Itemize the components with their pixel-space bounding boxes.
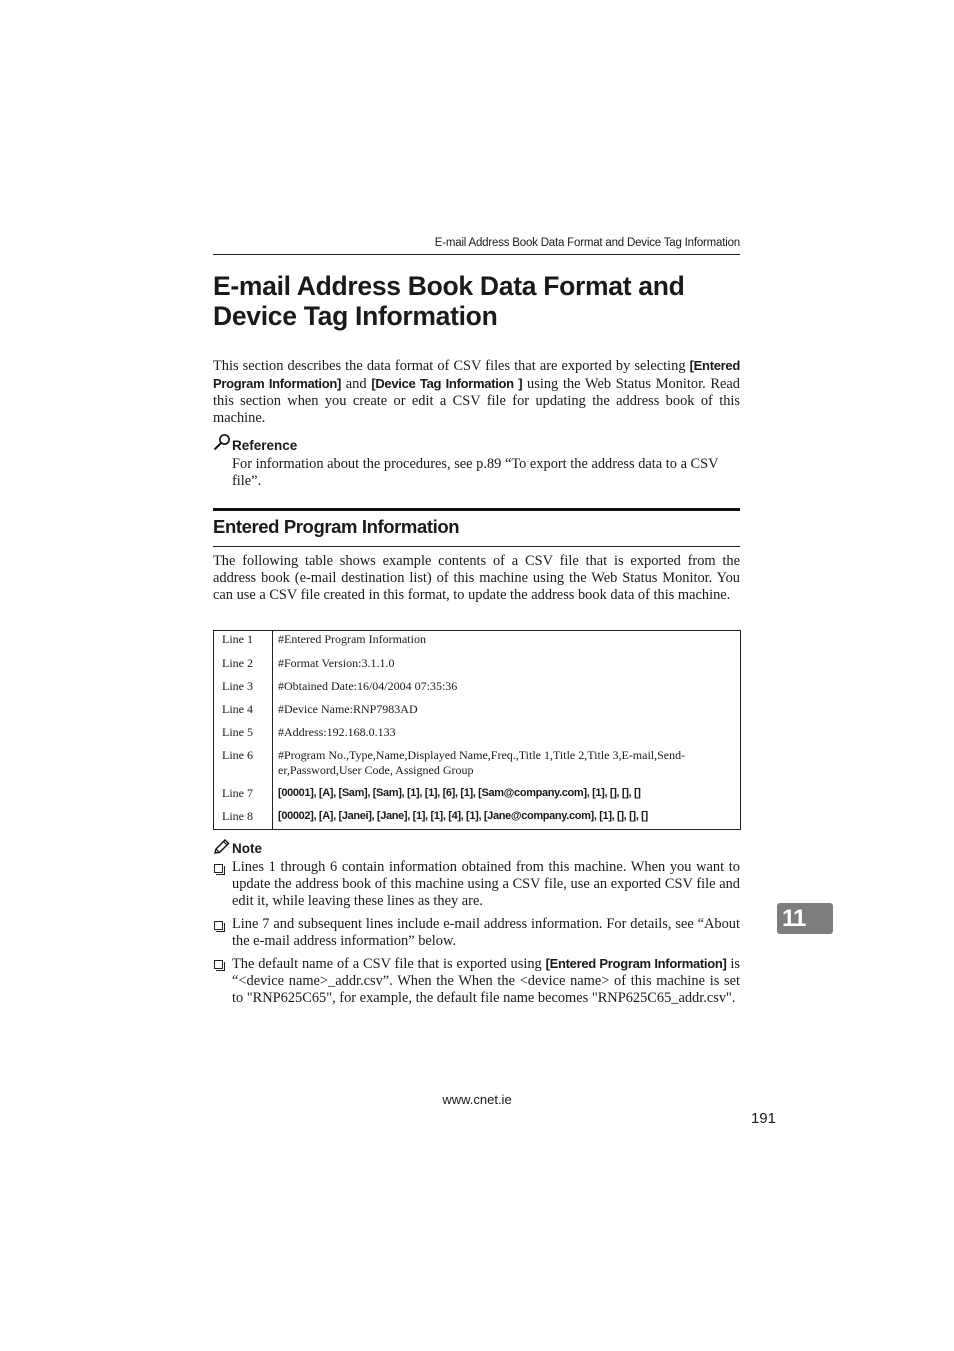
section-title: Entered Program Information xyxy=(213,516,460,537)
footer-url: www.cnet.ie xyxy=(442,1092,512,1107)
ui-label-entered-program-information: [Entered Program Information] xyxy=(545,956,727,971)
line-content: #Address:192.168.0.133 xyxy=(278,724,396,739)
reference-text: For information about the procedures, see p.89 “To export the address data to a CSV file”. xyxy=(232,456,719,489)
line-label: Line 6 xyxy=(214,746,273,784)
checkbox-bullet-icon xyxy=(214,960,223,969)
table-row xyxy=(214,631,741,654)
note-text: The default name of a CSV file that is exported using [Entered Program Information] is “<device name>_addr.csv”. When the When the <device name> of this machine is set to "RNP625C65", for example, the default file name becomes "RNP625C65_addr.csv". xyxy=(232,956,740,1006)
table-row xyxy=(214,807,741,830)
reference-label: Reference xyxy=(232,438,298,453)
note-item xyxy=(213,859,740,910)
table-row xyxy=(214,700,741,723)
note-item xyxy=(213,955,740,1007)
line-label: Line 5 xyxy=(214,723,273,746)
line-content: [00001], [A], [Sam], [Sam], [1], [1], [6], [1], [Sam@company.com], [1], [], [], [] xyxy=(278,786,641,799)
chapter-number: 11 xyxy=(782,905,806,932)
section-intro-paragraph: The following table shows example contents of a CSV file that is exported from the address book (e-mail destination list) of this machine using the Web Status Monitor. You can use a CSV file created in this format, to update the address book data of this machine. xyxy=(213,553,740,603)
magnifier-icon xyxy=(213,433,231,451)
table-row xyxy=(214,677,741,700)
line-label: Line 2 xyxy=(214,654,273,677)
note-label: Note xyxy=(232,841,262,856)
note-item xyxy=(213,916,740,950)
ui-label-entered-program-information: [Entered Program Information] xyxy=(213,358,740,391)
line-content: #Device Name:RNP7983AD xyxy=(278,701,418,716)
line-content: #Obtained Date:16/04/2004 07:35:36 xyxy=(278,678,458,693)
note-text: Lines 1 through 6 contain information obtained from this machine. When you want to update the address book of this machine using a CSV file, use an exported CSV file and edit it, while leaving these lines as they are. xyxy=(232,859,740,909)
table-row xyxy=(214,723,741,746)
line-label: Line 8 xyxy=(214,807,273,830)
line-label: Line 1 xyxy=(214,631,273,654)
page-title-line-2: Device Tag Information xyxy=(213,301,498,331)
header-rule xyxy=(213,254,740,255)
checkbox-bullet-icon xyxy=(214,921,223,930)
page-number: 191 xyxy=(750,1110,776,1127)
intro-paragraph: This section describes the data format of CSV files that are exported by selecting [Entered Program Information] and [Device Tag Information ] using the Web Status Monitor. Read this section when you create or edit a CSV file for updating the address book of this machine. xyxy=(213,358,740,426)
pencil-icon xyxy=(213,839,231,855)
table-row xyxy=(214,784,741,807)
line-content: [00002], [A], [Janei], [Jane], [1], [1], [4], [1], [Jane@company.com], [1], [], [], [] xyxy=(278,809,648,822)
chapter-tab xyxy=(777,903,833,934)
line-label: Line 7 xyxy=(214,784,273,807)
table-row xyxy=(214,654,741,677)
line-label: Line 3 xyxy=(214,677,273,700)
line-content: #Format Version:3.1.1.0 xyxy=(278,655,395,670)
csv-example-table xyxy=(213,630,741,830)
line-content: #Entered Program Information xyxy=(278,632,426,646)
page-title xyxy=(213,271,773,331)
note-text: Line 7 and subsequent lines include e-mail address information. For details, see “About the e-mail address information” below. xyxy=(232,916,740,949)
line-label: Line 4 xyxy=(214,700,273,723)
section-rule-thick xyxy=(213,508,740,511)
ui-label-device-tag-information: [Device Tag Information ] xyxy=(371,376,523,391)
line-content: #Program No.,Type,Name,Displayed Name,Freq.,Title 1,Title 2,Title 3,E-mail,Send- er,Password,User Code, Assigned Group xyxy=(278,747,686,777)
running-header: E-mail Address Book Data Format and Device Tag Information xyxy=(434,237,740,249)
section-rule-thin xyxy=(213,546,740,547)
table-row xyxy=(214,746,741,784)
checkbox-bullet-icon xyxy=(214,864,223,873)
page-title-line-1: E-mail Address Book Data Format and xyxy=(213,271,685,301)
